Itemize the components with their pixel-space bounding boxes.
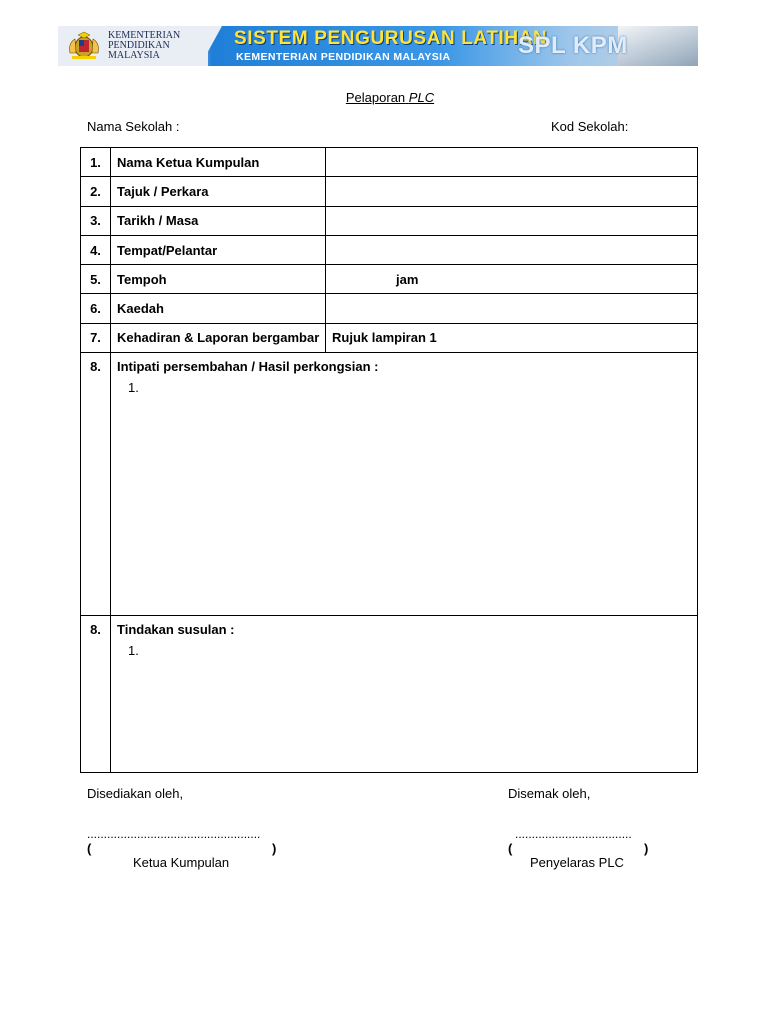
table-row <box>81 265 698 294</box>
row-value <box>326 265 698 294</box>
open-paren-left: ( <box>87 841 92 856</box>
row-label: Tempat/Pelantar <box>111 235 326 264</box>
system-subtitle: KEMENTERIAN PENDIDIKAN MALAYSIA <box>236 51 451 63</box>
close-paren-left: ) <box>272 841 277 856</box>
table-row <box>81 323 698 352</box>
row-label: Nama Ketua Kumpulan <box>111 148 326 177</box>
banner-divider <box>200 26 222 66</box>
row-number: 5. <box>81 265 111 294</box>
signature-line-left: .................................................... <box>87 827 261 841</box>
row-label: Tarikh / Masa <box>111 206 326 235</box>
ministry-logo-block <box>58 26 208 66</box>
summary-section <box>111 353 698 616</box>
prepared-by-label: Disediakan oleh, <box>87 786 184 801</box>
row-value <box>326 294 698 323</box>
close-paren-right: ) <box>644 841 649 856</box>
row-number: 8. <box>81 616 111 773</box>
ministry-line: KEMENTERIAN <box>108 30 181 41</box>
follow-up-section <box>111 616 698 773</box>
row-value <box>326 206 698 235</box>
section-label: Intipati persembahan / Hasil perkongsian : <box>117 359 379 375</box>
row-number: 1. <box>81 148 111 177</box>
table-row <box>81 294 698 323</box>
row-value: Rujuk lampiran 1 <box>326 323 698 352</box>
duration-unit: jam <box>396 271 419 287</box>
row-label: Tajuk / Perkara <box>111 177 326 206</box>
signature-line-right: ................................... <box>515 827 632 841</box>
document-heading <box>0 90 768 105</box>
row-number: 8. <box>81 353 111 616</box>
ministry-name <box>108 31 208 61</box>
row-label: Kaedah <box>111 294 326 323</box>
row-value <box>326 235 698 264</box>
heading-prefix: Pelaporan <box>345 90 406 105</box>
system-title: SISTEM PENGURUSAN LATIHAN <box>234 28 548 49</box>
ministry-line: MALAYSIA <box>108 50 160 61</box>
table-row <box>81 235 698 264</box>
row-label: Tempoh <box>111 265 326 294</box>
coat-of-arms-icon <box>66 31 102 61</box>
table-row <box>81 148 698 177</box>
table-row <box>81 206 698 235</box>
row-number: 7. <box>81 323 111 352</box>
section-label: Tindakan susulan : <box>117 622 235 638</box>
table-row <box>81 616 698 773</box>
coordinator-role: Penyelaras PLC <box>530 855 624 870</box>
brand-logo: SPL KPM <box>518 32 628 59</box>
row-label: Kehadiran & Laporan bergambar <box>111 323 326 352</box>
school-code-label: Kod Sekolah: <box>551 119 629 134</box>
row-number: 4. <box>81 235 111 264</box>
table-row <box>81 177 698 206</box>
heading-emphasis: PLC <box>408 90 435 105</box>
row-value <box>326 177 698 206</box>
header-banner <box>58 26 698 66</box>
checked-by-label: Disemak oleh, <box>508 786 591 801</box>
list-item: 1. <box>128 643 139 659</box>
row-number: 6. <box>81 294 111 323</box>
school-name-label: Nama Sekolah : <box>87 119 180 134</box>
banner-photo <box>618 26 698 66</box>
row-value <box>326 148 698 177</box>
list-item: 1. <box>128 380 139 396</box>
row-number: 3. <box>81 206 111 235</box>
table-row <box>81 353 698 616</box>
report-table <box>80 147 698 773</box>
open-paren-right: ( <box>508 841 513 856</box>
group-leader-role: Ketua Kumpulan <box>133 855 230 870</box>
ministry-line: PENDIDIKAN <box>108 40 170 51</box>
row-number: 2. <box>81 177 111 206</box>
